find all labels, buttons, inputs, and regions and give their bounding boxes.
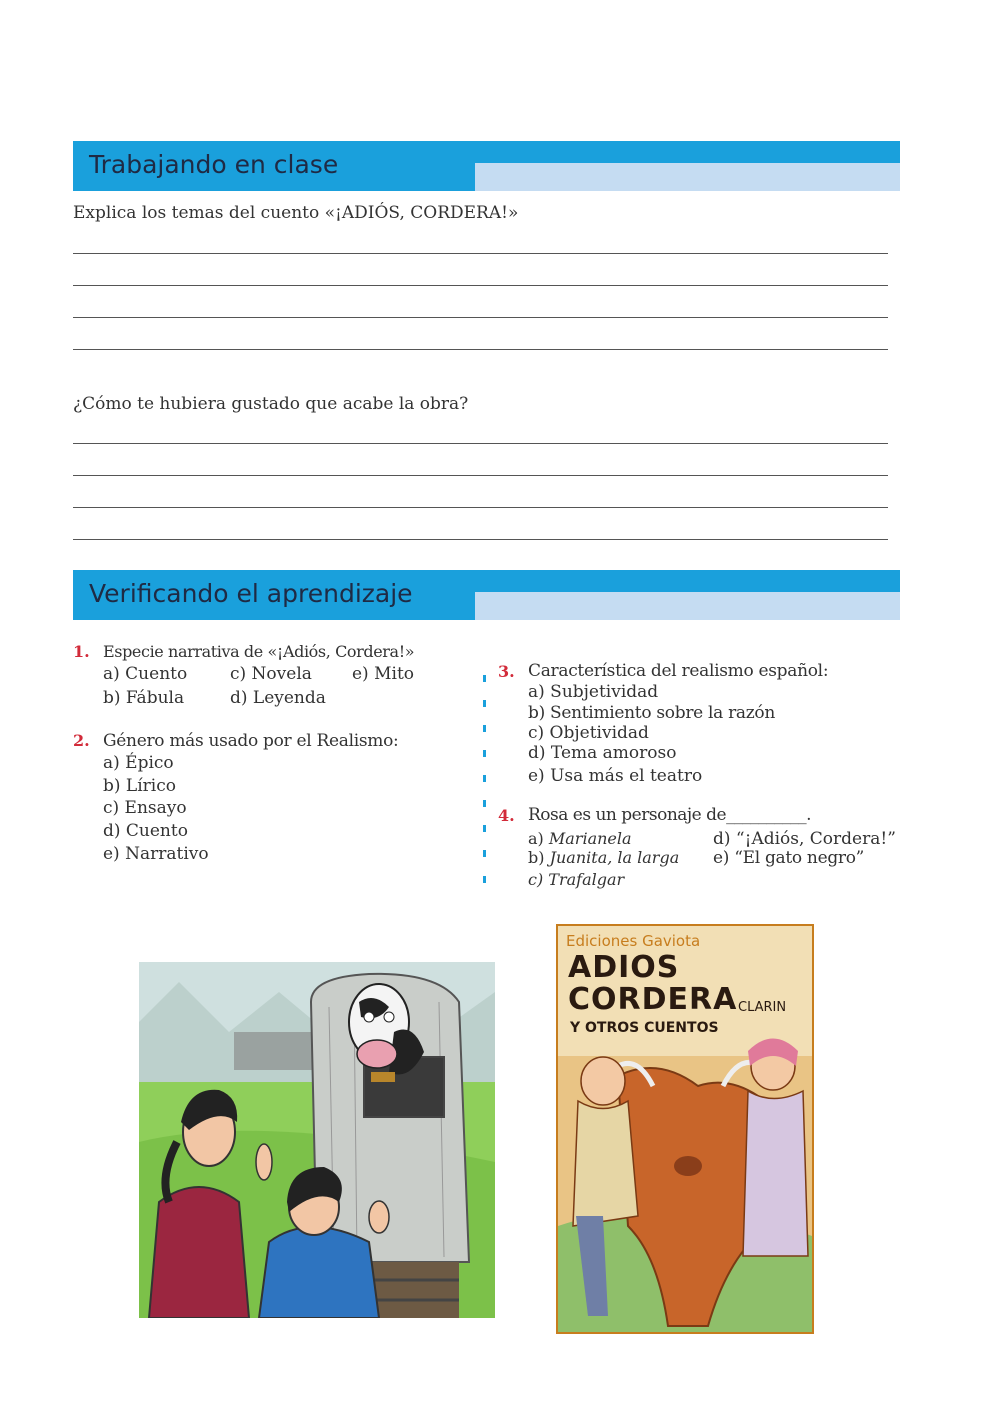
option-letter: a): [528, 829, 544, 848]
question-text: Rosa es un personaje de__________.: [528, 805, 811, 825]
column-separator: [483, 700, 486, 707]
option[interactable]: a) Cuento: [103, 664, 188, 684]
option[interactable]: c) Ensayo: [103, 798, 187, 818]
column-separator: [483, 750, 486, 757]
option-title: Marianela: [548, 829, 632, 848]
question-text: Especie narrativa de «¡Adiós, Cordera!»: [103, 642, 415, 661]
option[interactable]: c) Trafalgar: [528, 870, 625, 889]
option[interactable]: d) Cuento: [103, 821, 188, 841]
section-title: Trabajando en clase: [89, 150, 339, 179]
column-separator: [483, 876, 486, 883]
question-number: 4.: [498, 806, 515, 825]
option[interactable]: b) Fábula: [103, 688, 185, 708]
option[interactable]: c) Objetividad: [528, 723, 649, 743]
answer-line[interactable]: [73, 253, 888, 254]
option[interactable]: d) “¡Adiós, Cordera!”: [713, 829, 896, 849]
question-number: 2.: [73, 731, 90, 750]
prompt-temas: Explica los temas del cuento «¡ADIÓS, CORDERA!»: [73, 203, 519, 223]
section-banner-verificando: [73, 570, 900, 620]
question-text: Característica del realismo español:: [528, 661, 829, 681]
book-author: CLARIN: [738, 1000, 787, 1015]
column-separator: [483, 850, 486, 857]
option[interactable]: a) Subjetividad: [528, 682, 659, 702]
answer-line[interactable]: [73, 475, 888, 476]
section-title: Verificando el aprendizaje: [89, 579, 413, 608]
option[interactable]: e) Usa más el teatro: [528, 766, 703, 786]
prompt-final: ¿Cómo te hubiera gustado que acabe la obra?: [73, 394, 469, 414]
answer-line[interactable]: [73, 539, 888, 540]
answer-line[interactable]: [73, 507, 888, 508]
option[interactable]: d) Tema amoroso: [528, 743, 677, 763]
option[interactable]: e) Mito: [352, 664, 415, 684]
option[interactable]: b) Lírico: [103, 776, 176, 796]
question-number: 3.: [498, 662, 515, 681]
answer-line[interactable]: [73, 317, 888, 318]
option-letter: b): [528, 848, 545, 867]
banner-light-bar: [475, 163, 900, 191]
option[interactable]: d) Leyenda: [230, 688, 326, 708]
option[interactable]: [528, 829, 632, 848]
column-separator: [483, 800, 486, 807]
option[interactable]: e) Narrativo: [103, 844, 209, 864]
book-publisher: Ediciones Gaviota: [566, 932, 701, 950]
answer-line[interactable]: [73, 443, 888, 444]
answer-line[interactable]: [73, 349, 888, 350]
book-title-line1: ADIOS: [568, 950, 680, 985]
section-banner-trabajando: [73, 141, 900, 191]
question-number: 1.: [73, 642, 90, 661]
cartoon-illustration: [139, 962, 495, 1318]
option[interactable]: c) Novela: [230, 664, 312, 684]
book-title-line2: CORDERA: [568, 982, 738, 1017]
column-separator: [483, 675, 486, 682]
banner-light-bar: [475, 592, 900, 620]
option[interactable]: e) “El gato negro”: [713, 848, 865, 868]
column-separator: [483, 725, 486, 732]
column-separator: [483, 775, 486, 782]
question-text: Género más usado por el Realismo:: [103, 731, 399, 751]
answer-line[interactable]: [73, 285, 888, 286]
option-title: Juanita, la larga: [549, 848, 680, 867]
option[interactable]: [528, 848, 679, 867]
cow-trailer-drawing: [139, 962, 495, 1318]
book-cover: [556, 924, 814, 1334]
book-subtitle: Y OTROS CUENTOS: [570, 1020, 719, 1036]
option[interactable]: b) Sentimiento sobre la razón: [528, 703, 775, 723]
option[interactable]: a) Épico: [103, 753, 174, 773]
column-separator: [483, 825, 486, 832]
